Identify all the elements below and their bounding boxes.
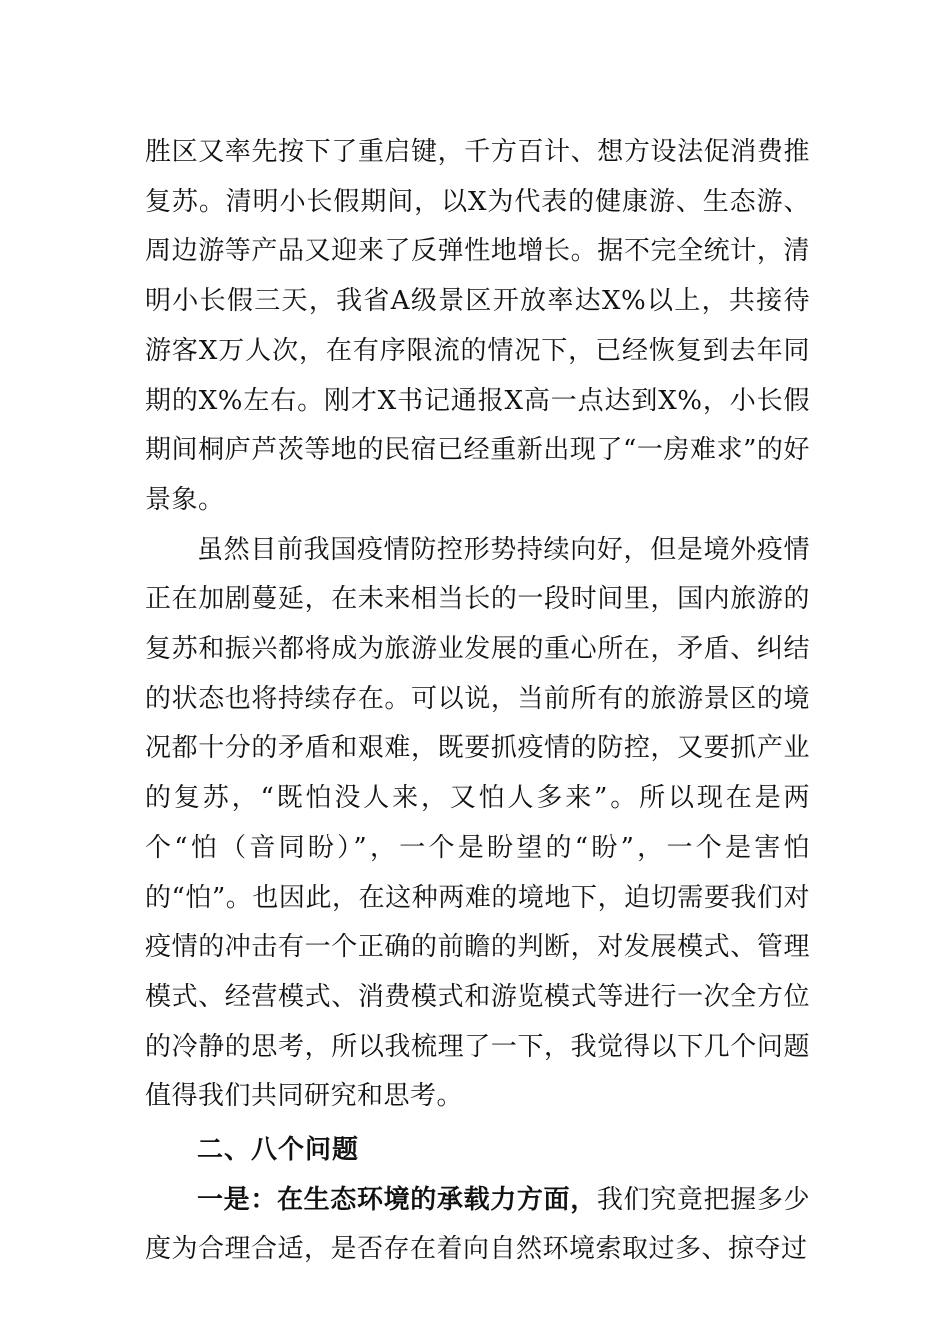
paragraph-point-one — [145, 1176, 810, 1275]
paragraph-continuation: 胜区又率先按下了重启键，千方百计、想方设法促消费推复苏。清明小长假期间，以X为代表的健康游、生态游、周边游等产品又迎来了反弹性地增长。据不完全统计，清明小长假三天，我省A级景区开放率达X%以上，共接待游客X万人次，在有序限流的情况下，已经恢复到去年同期的X%左右。刚才X书记通报X高一点达到X%，小长假期间桐庐芦茨等地的民宿已经重新出现了“一房难求”的好景象。 — [145, 137, 810, 515]
point-text: 我们究竟把握多少度为合理合适，是否存在着向自然环境索取过多、掠夺过 — [145, 1184, 810, 1265]
document-body — [145, 128, 810, 1275]
point-lead: 一是：在生态环境的承载力方面， — [197, 1184, 597, 1215]
paragraph-outlook: 虽然目前我国疫情防控形势持续向好，但是境外疫情正在加剧蔓延，在未来相当长的一段时间里，国内旅游的复苏和振兴都将成为旅游业发展的重心所在，矛盾、纠结的状态也将持续存在。可以说，当前所有的旅游景区的境况都十分的矛盾和艰难，既要抓疫情的防控，又要抓产业的复苏，“既怕没人来，又怕人多来”。所以现在是两个“怕（音同盼）”，一个是盼望的“盼”，一个是害怕的“怕”。也因此，在这种两难的境地下，迫切需要我们对疫情的冲击有一个正确的前瞻的判断，对发展模式、管理模式、经营模式、消费模式和游览模式等进行一次全方位的冷静的思考，所以我梳理了一下，我觉得以下几个问题值得我们共同研究和思考。 — [145, 534, 810, 1112]
section-heading: 二、八个问题 — [197, 1135, 360, 1166]
